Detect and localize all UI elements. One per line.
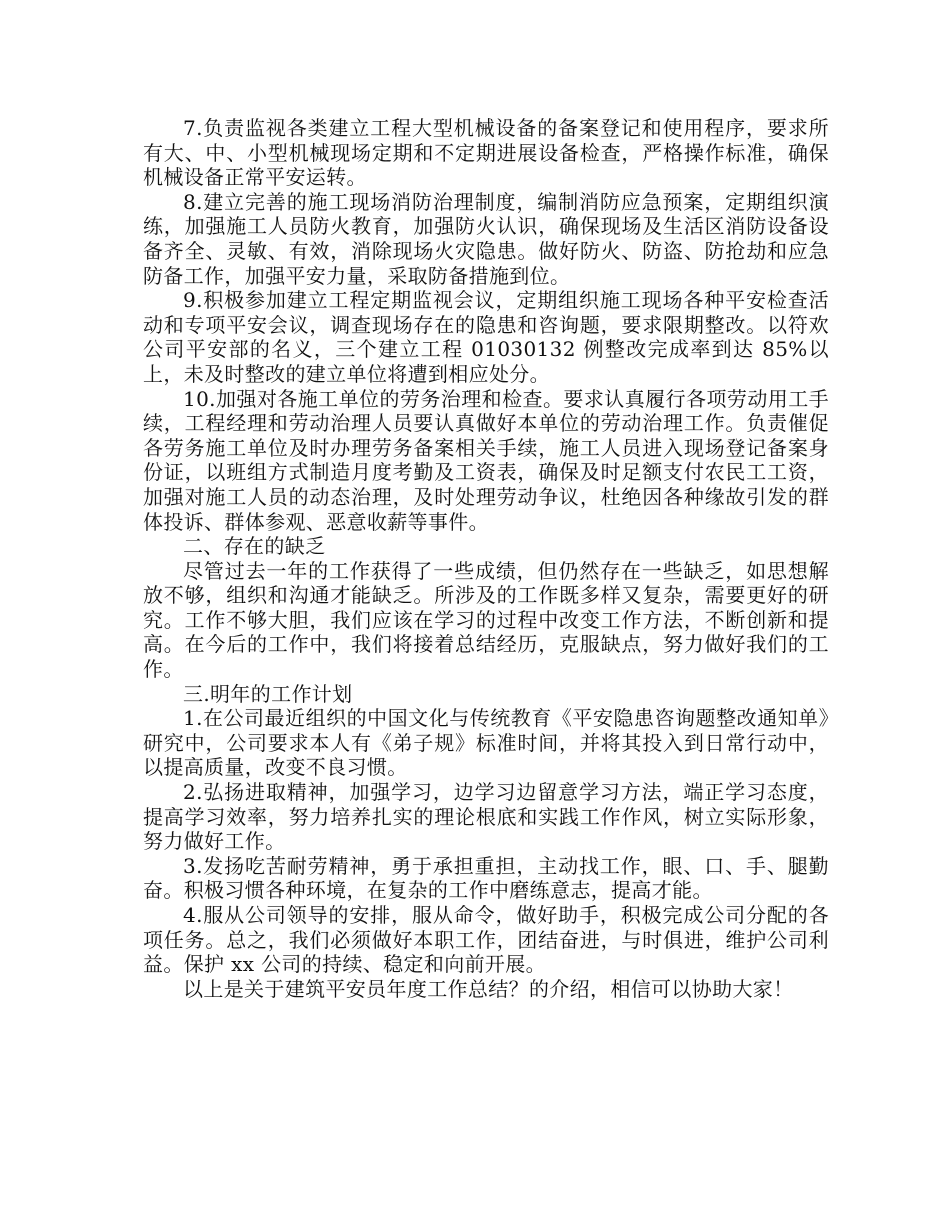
paragraph-plan-3: 3.发扬吃苦耐劳精神，勇于承担重担，主动找工作，眼、口、手、腿勤奋。积极习惯各种环境，在复杂的工作中磨练意志，提高才能。 [143, 853, 829, 903]
section-heading-shortcomings: 二、存在的缺乏 [183, 534, 326, 559]
paragraph-item-9: 9.积极参加建立工程定期监视会议，定期组织施工现场各种平安检查活动和专项平安会议，调查现场存在的隐患和咨询题，要求限期整改。以符欢公司平安部的名义，三个建立工程 01030132 例整改完成率到达 85%以上，未及时整改的建立单位将遭到相应处分。 [143, 288, 829, 386]
section-heading-next-year-plan: 三.明年的工作计划 [183, 681, 353, 706]
paragraph-plan-1: 1.在公司最近组织的中国文化与传统教育《平安隐患咨询题整改通知单》研究中，公司要求本人有《弟子规》标准时间，并将其投入到日常行动中，以提高质量，改变不良习惯。 [143, 706, 829, 780]
paragraph-item-7: 7.负责监视各类建立工程大型机械设备的备案登记和使用程序，要求所有大、中、小型机械现场定期和不定期进展设备检查，严格操作标准，确保机械设备正常平安运转。 [143, 116, 829, 190]
paragraph-item-10: 10.加强对各施工单位的劳务治理和检查。要求认真履行各项劳动用工手续，工程经理和劳动治理人员要认真做好本单位的劳动治理工作。负责催促各劳务施工单位及时办理劳务备案相关手续，施工人员进入现场登记备案身份证，以班组方式制造月度考勤及工资表，确保及时足额支付农民工工资，加强对施工人员的动态治理，及时处理劳动争议，杜绝因各种缘故引发的群体投诉、群体参观、恶意收薪等事件。 [143, 386, 829, 534]
paragraph-closing: 以上是关于建筑平安员年度工作总结？的介绍，相信可以协助大家！ [183, 976, 794, 1001]
document-body [143, 116, 829, 1001]
paragraph-item-8: 8.建立完善的施工现场消防治理制度，编制消防应急预案，定期组织演练，加强施工人员防火教育，加强防火认识，确保现场及生活区消防设备设备齐全、灵敏、有效，消除现场火灾隐患。做好防火、防盗、防抢劫和应急防备工作，加强平安力量，采取防备措施到位。 [143, 189, 829, 288]
paragraph-plan-4: 4.服从公司领导的安排，服从命令，做好助手，积极完成公司分配的各项任务。总之，我们必须做好本职工作，团结奋进，与时俱进，维护公司利益。保护 xx 公司的持续、稳定和向前开展。 [143, 903, 829, 977]
paragraph-plan-2: 2.弘扬进取精神，加强学习，边学习边留意学习方法，端正学习态度，提高学习效率，努力培养扎实的理论根底和实践工作作风，树立实际形象，努力做好工作。 [143, 780, 829, 854]
paragraph-shortcomings: 尽管过去一年的工作获得了一些成绩，但仍然存在一些缺乏，如思想解放不够，组织和沟通才能缺乏。所涉及的工作既多样又复杂，需要更好的研究。工作不够大胆，我们应该在学习的过程中改变工作方法，不断创新和提高。在今后的工作中，我们将接着总结经历，克服缺点，努力做好我们的工作。 [143, 558, 829, 682]
